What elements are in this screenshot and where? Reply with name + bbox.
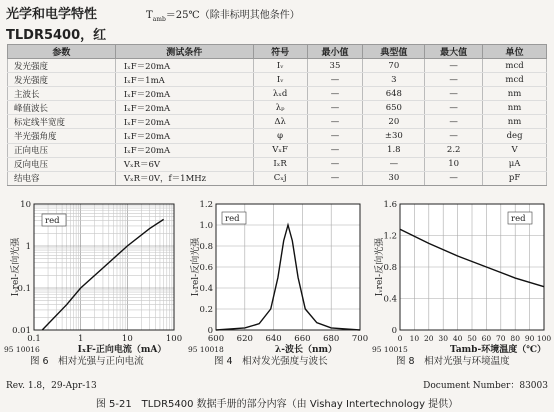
- param-cell: 主波长: [8, 87, 116, 101]
- x-tick-label: 70: [496, 334, 506, 343]
- spec-table: [7, 44, 547, 186]
- max-cell: 2.2: [425, 143, 483, 157]
- table-row: [8, 59, 547, 73]
- typ-cell: 30: [363, 171, 425, 185]
- x-axis-label: λ-波长（nm）: [274, 345, 338, 355]
- x-tick-label: 50: [467, 334, 477, 343]
- condition-text: ＝25℃（除非标明其他条件）: [165, 10, 300, 21]
- col-header: 单位: [483, 45, 547, 59]
- unit-cell: mcd: [483, 73, 547, 87]
- condition-cell: IₓF＝20mA: [115, 115, 253, 129]
- condition-cell: IₓF＝20mA: [115, 87, 253, 101]
- y-tick-label: 0.1: [17, 284, 31, 294]
- x-tick-label: 600: [207, 334, 225, 344]
- max-cell: —: [425, 101, 483, 115]
- table-row: [8, 73, 547, 87]
- table-row: [8, 157, 547, 171]
- max-cell: —: [425, 59, 483, 73]
- y-tick-label: 0: [207, 326, 213, 336]
- max-cell: —: [425, 171, 483, 185]
- table-body: [8, 59, 547, 186]
- x-tick-label: 620: [236, 334, 253, 344]
- y-tick-label: 1.2: [383, 231, 397, 242]
- y-axis-label: Iᵥrel-反向光强: [375, 237, 385, 297]
- x-tick-label: 90: [524, 334, 535, 343]
- y-tick-label: 1.6: [383, 200, 397, 210]
- x-tick-label: 660: [294, 334, 311, 344]
- figure-4-caption: 图 4 相对发光强度与波长: [214, 356, 328, 367]
- unit-cell: nm: [483, 101, 547, 115]
- symbol-cell: VₓF: [253, 143, 307, 157]
- min-cell: —: [307, 73, 363, 87]
- typ-cell: 648: [363, 87, 425, 101]
- col-header: 符号: [253, 45, 307, 59]
- figure-6-caption: 图 6 相对光强与正向电流: [30, 356, 144, 367]
- x-tick-label: 0.1: [27, 334, 41, 344]
- table-header-row: [8, 45, 547, 59]
- legend-label: red: [511, 214, 526, 224]
- typ-cell: 3: [363, 73, 425, 87]
- typ-cell: 20: [363, 115, 425, 129]
- x-tick-label: 20: [424, 334, 434, 343]
- unit-cell: pF: [483, 171, 547, 185]
- symbol-cell: Iᵥ: [253, 73, 307, 87]
- param-cell: 正向电压: [8, 143, 116, 157]
- condition-cell: VₓR＝0V，f＝1MHz: [115, 171, 253, 185]
- legend-label: red: [45, 216, 60, 226]
- condition-cell: IₓF＝20mA: [115, 143, 253, 157]
- max-cell: 10: [425, 157, 483, 171]
- min-cell: —: [307, 157, 363, 171]
- y-tick-label: 10: [20, 200, 31, 210]
- unit-cell: deg: [483, 129, 547, 143]
- min-cell: —: [307, 143, 363, 157]
- chart-relative-intensity-vs-temperature: [370, 198, 554, 378]
- min-cell: —: [307, 87, 363, 101]
- figure-code: 95 10018: [188, 345, 224, 354]
- min-cell: —: [307, 115, 363, 129]
- unit-cell: nm: [483, 115, 547, 129]
- symbol-cell: λₚ: [253, 101, 307, 115]
- model-title: TLDR5400，红: [6, 28, 107, 43]
- y-tick-label: 0.8: [383, 263, 397, 273]
- condition-symbol: T: [146, 10, 153, 21]
- table-row: [8, 101, 547, 115]
- param-cell: 反向电压: [8, 157, 116, 171]
- x-tick-label: 80: [510, 334, 520, 343]
- y-tick-label: 0: [391, 326, 397, 336]
- x-tick-label: 640: [265, 334, 282, 344]
- x-tick-label: 1: [77, 334, 84, 344]
- section-header: [6, 3, 550, 43]
- x-tick-label: 30: [438, 334, 448, 343]
- typ-cell: 70: [363, 59, 425, 73]
- x-tick-label: 60: [481, 334, 492, 343]
- param-cell: 半光强角度: [8, 129, 116, 143]
- min-cell: 35: [307, 59, 363, 73]
- y-tick-label: 0.8: [199, 242, 213, 252]
- condition-cell: IₓF＝20mA: [115, 101, 253, 115]
- param-cell: 发光强度: [8, 73, 116, 87]
- x-tick-label: 0: [397, 334, 403, 343]
- chart-relative-intensity-vs-current: [0, 198, 186, 378]
- typ-cell: ±30: [363, 129, 425, 143]
- table-row: [8, 115, 547, 129]
- condition-cell: IₓF＝20mA: [115, 59, 253, 73]
- table-row: [8, 87, 547, 101]
- test-condition: [146, 6, 300, 23]
- y-tick-label: 0.4: [199, 284, 213, 294]
- unit-cell: mcd: [483, 59, 547, 73]
- chart-relative-intensity-vs-wavelength: [186, 198, 370, 378]
- x-tick-label: 40: [452, 334, 463, 343]
- y-tick-label: 1.2: [199, 200, 213, 210]
- y-tick-label: 0.01: [12, 326, 31, 336]
- figure-caption: 图 5-21 TLDR5400 数据手册的部分内容（由 Vishay Intertechnology 提供）: [95, 399, 459, 410]
- condition-cell: IₓF＝1mA: [115, 73, 253, 87]
- unit-cell: μA: [483, 157, 547, 171]
- param-cell: 发光强度: [8, 59, 116, 73]
- col-header: 参数: [8, 45, 116, 59]
- min-cell: —: [307, 171, 363, 185]
- typ-cell: 1.8: [363, 143, 425, 157]
- document-number: Document Number：83003: [423, 381, 548, 391]
- symbol-cell: λₓd: [253, 87, 307, 101]
- symbol-cell: Iᵥ: [253, 59, 307, 73]
- condition-cell: IₓF＝20mA: [115, 129, 253, 143]
- min-cell: —: [307, 129, 363, 143]
- y-tick-label: 1.0: [199, 221, 213, 231]
- figure-code: 95 10016: [4, 345, 40, 354]
- col-header: 测试条件: [115, 45, 253, 59]
- symbol-cell: IₓR: [253, 157, 307, 171]
- symbol-cell: Δλ: [253, 115, 307, 129]
- typ-cell: —: [363, 157, 425, 171]
- x-tick-label: 700: [351, 334, 369, 344]
- condition-cell: VₓR＝6V: [115, 157, 253, 171]
- min-cell: —: [307, 101, 363, 115]
- max-cell: —: [425, 129, 483, 143]
- table-row: [8, 129, 547, 143]
- symbol-cell: φ: [253, 129, 307, 143]
- y-tick-label: 1: [25, 242, 31, 252]
- typ-cell: 650: [363, 101, 425, 115]
- section-title: 光学和电学特性: [6, 7, 98, 22]
- unit-cell: V: [483, 143, 547, 157]
- max-cell: —: [425, 87, 483, 101]
- condition-subscript: amb: [152, 16, 166, 23]
- legend-label: red: [225, 214, 240, 224]
- x-tick-label: 100: [165, 334, 183, 344]
- x-tick-label: 10: [409, 334, 420, 343]
- revision-text: Rev. 1.8，29-Apr-13: [6, 381, 97, 391]
- x-tick-label: 100: [536, 334, 552, 343]
- table-row: [8, 143, 547, 157]
- y-axis-label: Iᵥrel-反向光强: [191, 237, 201, 297]
- col-header: 最大值: [425, 45, 483, 59]
- symbol-cell: Cₓj: [253, 171, 307, 185]
- figure-8-caption: 图 8 相对光强与环境温度: [396, 356, 510, 367]
- param-cell: 峰值波长: [8, 101, 116, 115]
- x-axis-label: IₓF-正向电流（mA）: [77, 345, 167, 355]
- y-axis-label: Iᵥrel-反向光强: [11, 237, 21, 297]
- y-tick-label: 0.4: [383, 294, 397, 305]
- max-cell: —: [425, 73, 483, 87]
- x-tick-label: 680: [323, 334, 340, 344]
- param-cell: 结电容: [8, 171, 116, 185]
- x-tick-label: 10: [121, 334, 133, 344]
- x-axis-label: Tamb-环境温度（℃）: [449, 345, 547, 355]
- y-tick-label: 0.2: [199, 305, 213, 315]
- y-tick-label: 0.6: [199, 263, 213, 273]
- col-header: 典型值: [363, 45, 425, 59]
- max-cell: —: [425, 115, 483, 129]
- col-header: 最小值: [307, 45, 363, 59]
- unit-cell: nm: [483, 87, 547, 101]
- table-row: [8, 171, 547, 185]
- param-cell: 标定线半宽度: [8, 115, 116, 129]
- figure-code: 95 10015: [372, 345, 408, 354]
